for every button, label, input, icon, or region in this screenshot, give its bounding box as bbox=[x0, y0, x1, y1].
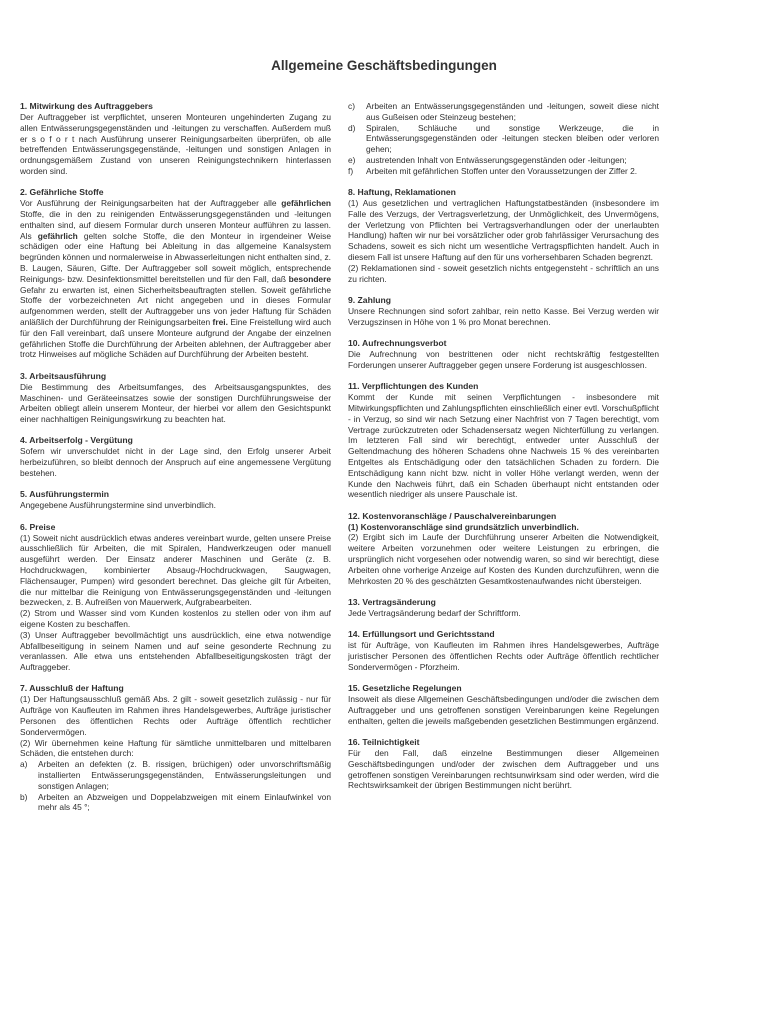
section-text: Unsere Rechnungen sind sofort zahlbar, rein netto Kasse. Bei Verzug werden wir Verzugszinsen in Höhe von 1 % pro Monat berechnen. bbox=[348, 305, 659, 327]
section-2 bbox=[20, 187, 331, 360]
bold-term: gefährlich bbox=[37, 230, 78, 241]
list-text: Spiralen, Schläuche und sonstige Werkzeuge, die in Entwässerungsgegenständen oder -leitungen stecken bleiben oder verloren gehen; bbox=[366, 122, 659, 155]
section-heading: 5. Ausführungstermin bbox=[20, 489, 109, 500]
section-text: Für den Fall, daß einzelne Bestimmungen dieser Allgemeinen Geschäftsbedingungen und/oder der zwischen dem Auftraggeber und uns getroffenen sonstigen Vereinbarungen rechtsunwirksam sind oder werden, wird die Rechtswirksamkeit der übrigen Bestimmungen nicht berührt. bbox=[348, 747, 659, 791]
section-heading: 9. Zahlung bbox=[348, 294, 391, 305]
section-7-continued bbox=[348, 101, 659, 177]
section-text: (2) Strom und Wasser sind vom Kunden kostenlos zu stellen oder von ihm auf eigene Kosten zu beschaffen. bbox=[20, 608, 331, 629]
bold-term: frei. bbox=[212, 317, 228, 328]
section-heading: 3. Arbeitsausführung bbox=[20, 370, 107, 381]
section-text bbox=[20, 198, 331, 360]
section-7 bbox=[20, 683, 331, 813]
section-heading: 11. Verpflichtungen des Kunden bbox=[348, 381, 479, 392]
section-12 bbox=[348, 511, 659, 587]
list-item bbox=[348, 123, 659, 155]
section-heading: 6. Preise bbox=[20, 521, 56, 532]
bold-term: (1) Kostenvoranschläge sind grundsätzlich unverbindlich. bbox=[348, 521, 579, 532]
section-text: (2) Wir übernehmen keine Haftung für sämtliche unmittelbaren und mittelbaren Schäden, die entstehen durch: bbox=[20, 737, 331, 759]
text-run: Stoffe, die in den zu reinigenden Entwässerungsgegenständen und -leitungen enthalten sind, auf diesem Formular durch unseren Monteur aufführen zu lassen. Als bbox=[20, 209, 331, 241]
section-15 bbox=[348, 683, 659, 726]
section-5 bbox=[20, 489, 331, 511]
section-3 bbox=[20, 371, 331, 425]
section-text: Die Aufrechnung von bestrittenen oder nicht rechtskräftig festgestellten Forderungen unserer Auftraggeber gegen unsere Forderung ist ausgeschlossen. bbox=[348, 349, 659, 370]
list-marker: f) bbox=[348, 165, 354, 176]
section-text: Der Auftraggeber ist verpflichtet, unseren Monteuren ungehinderten Zugang zu allen Entwässerungsgegenständen und -leitungen zu verschaffen. Außerdem muß er s o f o r t nach Ausführung unserer Reinigungsarbeiten überprüfen, ob alle betreffenden Entwässerungsgegenstände, -leitungen und sonstigen Anlagen in ordnungsgemäßem Zustand von unseren Reinigungstechnikern hinterlassen worden sind. bbox=[20, 112, 331, 176]
list-text: Arbeiten an defekten (z. B. rissigen, brüchigen) oder unvorschriftsmäßig installierten Entwässerungsgegenständen, Entwässerungsleitungen und sonstigen Anlagen; bbox=[38, 759, 331, 791]
list-text: Arbeiten an Entwässerungsgegenständen und -leitungen, soweit diese nicht aus Gußeisen oder Steinzeug bestehen; bbox=[366, 101, 659, 122]
list-marker: a) bbox=[20, 759, 28, 770]
section-heading: 1. Mitwirkung des Auftraggebers bbox=[20, 101, 153, 111]
list-item bbox=[348, 166, 659, 177]
section-heading: 10. Aufrechnungsverbot bbox=[348, 338, 447, 349]
section-text: ist für Aufträge, von Kaufleuten im Rahmen ihres Handelsgewerbes, Aufträge juristischer Personen des öffentlichen Rechts oder Aufträge öffentlich rechtlicher Sondervermögen - Pforzheim. bbox=[348, 640, 659, 672]
section-6 bbox=[20, 522, 331, 673]
section-heading: 7. Ausschluß der Haftung bbox=[20, 683, 124, 694]
list-text: austretenden Inhalt von Entwässerungsgegenständen oder -leitungen; bbox=[366, 154, 627, 165]
section-text: (3) Unser Auftraggeber bevollmächtigt uns ausdrücklich, eine etwa notwendige Abfallbeseitigung in seinem Namen und auf seine gesonderte Rechnung zu veranlassen. Alle etwa uns entstehenden Abfallbeseitigungskosten trägt der Auftraggeber. bbox=[20, 629, 331, 673]
section-4 bbox=[20, 435, 331, 478]
right-column bbox=[348, 101, 659, 802]
text-run: Vor Ausführung der Reinigungsarbeiten hat der Auftraggeber alle bbox=[20, 198, 277, 209]
text-run: Eine Freistellung wird auch für den Fall vereinbart, daß unsere Monteure aufgrund der Angabe der einzelnen gefährlichen Stoffe die Durchführung der Arbeiten ablehnen, der Auftraggeber aber trotz Hinweises auf mögliche Schäden auf Durchführung der Arbeiten besteht. bbox=[20, 317, 332, 360]
section-text: (1) Soweit nicht ausdrücklich etwas anderes vereinbart wurde, gelten unsere Preise ausschließlich für Arbeiten, die mit Spiralen, Handwerkzeugen oder manuell ausgeführt werden. Der Einsatz anderer Maschinen und Geräte (z. B. Hochdruckwagen, kombinierter Absaug-/Hochdruckwagen, Saugwagen, Flächensauger, Pumpen) wird gesondert berechnet. Das gleiche gilt für Arbeiten, die nur mittelbar die Reinigung von Entwässerungsgegenständen und -leitungen bezwecken, z. B. Aufreißen von Mauerwerk, Aufgrabearbeiten. bbox=[20, 532, 331, 608]
section-text: Jede Vertragsänderung bedarf der Schriftform. bbox=[348, 607, 521, 618]
list-item bbox=[348, 155, 659, 166]
section-text: Sofern wir unverschuldet nicht in der Lage sind, den Erfolg unserer Arbeit herbeizuführen, so bleibt dennoch der Anspruch auf eine angemessene Vergütung bestehen. bbox=[20, 446, 331, 479]
section-text: (2) Ergibt sich im Laufe der Durchführung unserer Arbeiten die Notwendigkeit, weitere Arbeiten vorzunehmen oder weitere Leistungen zu erbringen, die ursprünglich nicht vorgesehen oder notwendig waren, so sind wir berechtigt, diese Arbeiten ohne vorherige Anzeige auf Kosten des Kunden durchzuführen, wenn die Mehrkosten 20 % des geschätzten Gesamtkostenaufwandes nicht übersteigen. bbox=[348, 532, 659, 586]
left-column bbox=[20, 101, 331, 824]
section-8 bbox=[348, 187, 659, 284]
section-heading: 12. Kostenvoranschläge / Pauschalvereinbarungen bbox=[348, 510, 557, 521]
section-1 bbox=[20, 101, 331, 177]
section-text: Die Bestimmung des Arbeitsumfanges, des Arbeitsausgangspunktes, des Maschinen- und Geräteeinsatzes sowie der sonstigen Durchführungsweise der Arbeiten obliegt allein unserem Monteur, der hierbei vor allem den Gesichtspunkt einer nachhaltigen Reinigungswirkung zu beachten hat. bbox=[20, 381, 331, 425]
list-marker: e) bbox=[348, 154, 356, 165]
section-heading: 2. Gefährliche Stoffe bbox=[20, 187, 104, 198]
section-11 bbox=[348, 381, 659, 500]
section-10 bbox=[348, 338, 659, 371]
bold-term: besondere bbox=[288, 273, 332, 284]
section-text: (2) Reklamationen sind - soweit gesetzlich nichts entgegensteht - schriftlich an uns zu richten. bbox=[348, 262, 659, 284]
section-heading: 4. Arbeitserfolg - Vergütung bbox=[20, 435, 133, 446]
list-text: Arbeiten an Abzweigen und Doppelabzweigen mit einem Einlaufwinkel von mehr als 45 °; bbox=[38, 791, 331, 813]
section-9 bbox=[348, 295, 659, 328]
list-marker: d) bbox=[348, 122, 356, 133]
section-text-bold bbox=[348, 522, 659, 533]
section-heading: 8. Haftung, Reklamationen bbox=[348, 187, 456, 198]
section-heading: 15. Gesetzliche Regelungen bbox=[348, 683, 462, 694]
text-run: gelten solche Stoffe, die den Monteur in irgendeiner Weise schädigen oder eine Haftung bei Ableitung in das allgemeine Kanalsystem begründen können und normalerweise in Abwasserleitungen nicht enthalten sind, z. B. Laugen, Säuren, Gifte. Der Auftraggeber soll soweit möglich, entsprechende Reinigungs- bzw. Desinfektionsmittel bereitstellen und für den Fall, daß bbox=[20, 230, 332, 284]
list-text: Arbeiten mit gefährlichen Stoffen unter den Voraussetzungen der Ziffer 2. bbox=[366, 165, 638, 176]
section-text: (1) Der Haftungsausschluß gemäß Abs. 2 gilt - soweit gesetzlich zulässig - nur für Aufträge von Kaufleuten im Rahmen ihres Handelsgewerbes, Aufträge juristischer Personen des öffentlichen Rechts oder Aufträge öffentlich rechtlicher Sondervermögen. bbox=[20, 694, 331, 737]
section-text: Insoweit als diese Allgemeinen Geschäftsbedingungen und/oder die zwischen dem Auftraggeber und uns getroffenen sonstigen Vereinbarungen keine Regelungen enthalten, gelten die jeweils maßgebenden gesetzlichen Bestimmungen ergänzend. bbox=[348, 694, 659, 726]
list-item bbox=[20, 759, 331, 791]
list-item bbox=[20, 792, 331, 814]
page-title: Allgemeine Geschäftsbedingungen bbox=[271, 58, 497, 73]
section-text: (1) Aus gesetzlichen und vertraglichen Haftungstatbeständen (insbesondere im Falle des Verzugs, der Vertragsverletzung, der Unmöglichkeit, des Unvermögens, der Verletzung von Pflichten bei Vertragsverhandlungen oder der unerlaubten Handlung) haften wir nur bei vorsätzlicher oder grob fahrlässiger Verursachung des Schadens, soweit es sich nicht um wesentliche Vertragspflichten handelt. Auch in diesem Fall ist unsere Haftung auf den für uns vorhersehbaren Schaden begrenzt. bbox=[348, 198, 659, 263]
text-run: Gefahr zu erwarten ist, einen Sicherheitsbeauftragten stellen. Soweit gefährliche Stoffe der vorbezeichneten Art nicht angegeben und in dieses Formular aufgenommen werden, stellt der Auftraggeber uns von jeder Haftung für Schäden anläßlich der Durchführung der Reinigungsarbeiten bbox=[20, 284, 331, 328]
section-heading: 14. Erfüllungsort und Gerichtsstand bbox=[348, 629, 495, 640]
section-13 bbox=[348, 597, 659, 619]
list-marker: b) bbox=[20, 791, 28, 802]
section-16 bbox=[348, 737, 659, 791]
section-text: Angegebene Ausführungstermine sind unverbindlich. bbox=[20, 500, 217, 511]
section-text: Kommt der Kunde mit seinen Verpflichtungen - insbesondere mit Mitwirkungspflichten und Zahlungspflichten einschließlich einer evtl. Vorschußpflicht - in Verzug, so sind wir nach Setzung einer Nachfrist von 7 Tagen berechtigt, vom Vertrage zurückzutreten oder Schadensersatz wegen Nichterfüllung zu verlangen. Im letzteren Fall sind wir berechtigt, entweder unter Ausschluß der Geltendmachung des höheren Schadens ohne Nachweis 15 % des vereinbarten Entgeltes als Entschädigung oder den tatsächlichen Schaden zu fordern. Die Entschädigung kann nicht bzw. nicht in voller Höhe verlangt werden, wenn der Kunde den Nachweis führt, daß ein Schaden überhaupt nicht entstanden oder wesentlich niedriger als unsere Pauschale ist. bbox=[348, 392, 659, 500]
list-marker: c) bbox=[348, 101, 355, 111]
bold-term: gefährlichen bbox=[281, 198, 331, 209]
list-item bbox=[348, 101, 659, 123]
section-heading: 13. Vertragsänderung bbox=[348, 596, 436, 607]
section-14 bbox=[348, 629, 659, 672]
section-heading: 16. Teilnichtigkeit bbox=[348, 736, 420, 747]
